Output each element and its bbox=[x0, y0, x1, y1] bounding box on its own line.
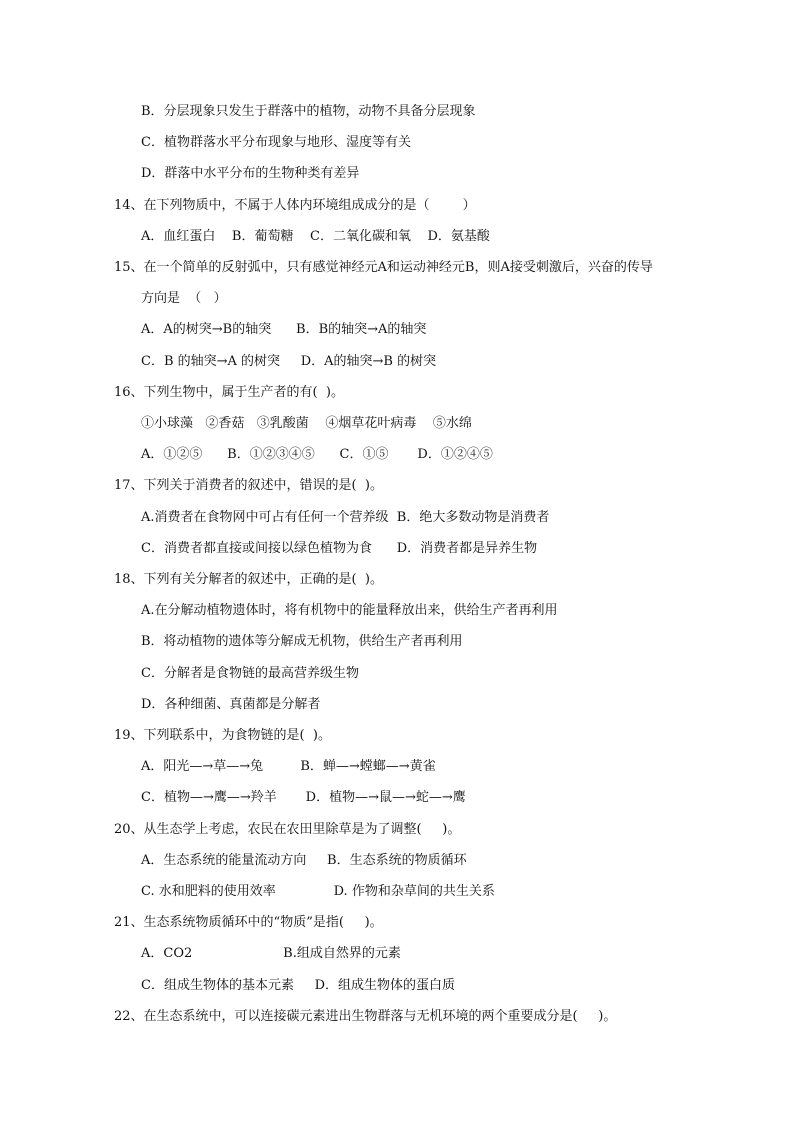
question-20: 20、从生态学上考虑，农民在农田里除草是为了调整( )。 bbox=[114, 822, 461, 837]
option-line: C．B 的轴突→A 的树突 D．A的轴突→B 的树突 bbox=[141, 354, 437, 369]
option-line: A．血红蛋白 B．葡萄糖 C．二氧化碳和氧 D．氨基酸 bbox=[141, 229, 490, 244]
option-line: A．A的树突→B的轴突 B．B的轴突→A的轴突 bbox=[141, 322, 427, 337]
question-continuation: 方向是 （ ） bbox=[141, 291, 227, 306]
option-line: C．组成生物体的基本元素 D．组成生物体的蛋白质 bbox=[141, 978, 456, 993]
question-16: 16、下列生物中，属于生产者的有( )。 bbox=[114, 385, 344, 400]
question-22: 22、在生态系统中，可以连接碳元素进出生物群落与无机环境的两个重要成分是( )。 bbox=[114, 1009, 617, 1024]
option-line: A．生态系统的能量流动方向 B．生态系统的物质循环 bbox=[141, 853, 467, 868]
option-line: D．群落中水平分布的生物种类有差异 bbox=[141, 166, 360, 181]
question-21: 21、生态系统物质循环中的“物质”是指( )。 bbox=[114, 915, 383, 930]
option-line: C．植物—→鹰—→羚羊 D．植物—→鼠—→蛇—→鹰 bbox=[141, 790, 466, 805]
option-line: C．分解者是食物链的最高营养级生物 bbox=[141, 666, 359, 681]
option-line: B．将动植物的遗体等分解成无机物，供给生产者再利用 bbox=[141, 634, 463, 649]
question-19: 19、下列联系中，为食物链的是( )。 bbox=[114, 728, 331, 743]
option-line: C．消费者都直接或间接以绿色植物为食 D．消费者都是异养生物 bbox=[141, 541, 538, 556]
option-line: C. 水和肥料的使用效率 D. 作物和杂草间的共生关系 bbox=[141, 884, 495, 899]
item-list: ①小球藻 ②香菇 ③乳酸菌 ④烟草花叶病毒 ⑤水绵 bbox=[141, 416, 472, 431]
question-14: 14、在下列物质中，不属于人体内环境组成成分的是（ ） bbox=[114, 198, 476, 213]
option-line: A．①②⑤ B．①②③④⑤ C．①⑤ D．①②④⑤ bbox=[141, 447, 493, 462]
question-17: 17、下列关于消费者的叙述中，错误的是( )。 bbox=[114, 478, 383, 493]
option-line: A．阳光—→草—→兔 B．蝉—→螳螂—→黄雀 bbox=[141, 759, 436, 774]
question-18: 18、下列有关分解者的叙述中，正确的是( )。 bbox=[114, 572, 383, 587]
option-line: B．分层现象只发生于群落中的植物，动物不具备分层现象 bbox=[141, 104, 476, 119]
option-line: C．植物群落水平分布现象与地形、湿度等有关 bbox=[141, 135, 411, 150]
option-line: D．各种细菌、真菌都是分解者 bbox=[141, 697, 321, 712]
question-15: 15、在一个简单的反射弧中，只有感觉神经元A和运动神经元B，则A接受刺激后，兴奋的传导 bbox=[114, 260, 653, 275]
option-line: A．CO2 B.组成自然界的元素 bbox=[141, 946, 401, 961]
option-line: A.消费者在食物网中可占有任何一个营养级 B．绝大多数动物是消费者 bbox=[141, 510, 550, 525]
option-line: A.在分解动植物遗体时，将有机物中的能量释放出来，供给生产者再利用 bbox=[141, 603, 558, 618]
